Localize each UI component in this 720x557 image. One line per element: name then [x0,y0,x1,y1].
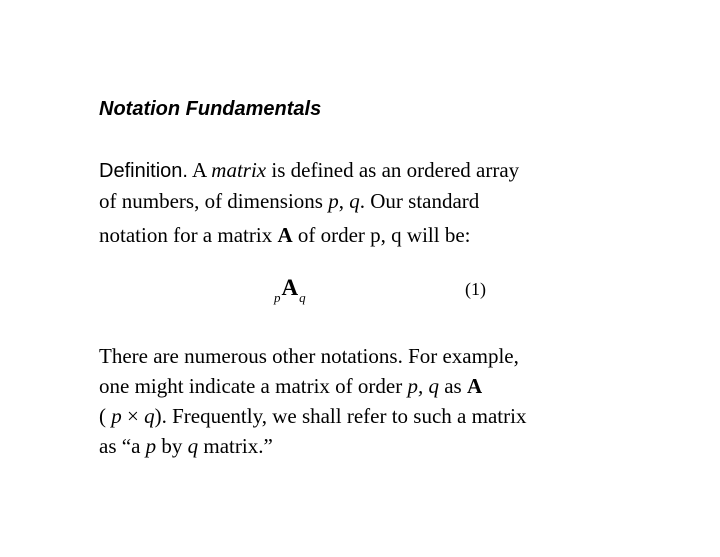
notations-line-2 [99,371,526,401]
equation-number: (1) [465,279,486,299]
notation-equation [274,274,306,305]
equation-column-subscript: q [299,290,306,305]
symbol-matrix-a: A [277,223,293,247]
definition-text: of numbers, of dimensions [99,189,329,213]
slide-title: Notation Fundamentals [99,98,322,120]
definition-text: is defined as an ordered array [266,158,520,182]
notations-line-1: There are numerous other notations. For example, [99,344,519,368]
definition-text: A [187,158,212,182]
term-matrix: matrix [211,158,267,182]
symbol-q: q [144,404,155,428]
notations-text: ( [99,404,112,428]
symbol-p: p [328,189,339,213]
definition-text: . Our standard [359,189,480,213]
equation-matrix-symbol: A [281,275,299,300]
equation-row-subscript: p [274,290,281,305]
symbol-matrix-a: A [466,374,483,398]
definition-text: notation for a matrix [99,223,278,247]
notations-line-3 [99,401,526,431]
definition-line-2 [99,186,519,216]
notations-text: one might indicate a matrix of order [99,374,408,398]
definition-line-1 [99,155,519,186]
notations-line-4 [99,431,526,461]
symbol-p: p [145,434,157,458]
definition-line-3 [99,220,519,250]
symbol-q: q [187,434,199,458]
definition-lead: Definition. [99,160,188,182]
notations-text: as [438,374,467,398]
symbol-pq: p, q [407,374,439,398]
notations-text: matrix.” [198,434,273,458]
definition-paragraph [99,155,519,250]
symbol-p: p [111,404,122,428]
notations-text: by [156,434,188,458]
definition-text: , [338,189,350,213]
symbol-q: q [349,189,360,213]
definition-text: of order p, q will be: [292,223,471,247]
notations-text: ). Frequently, we shall refer to such a matrix [154,404,527,428]
times-symbol: × [121,404,145,428]
notations-text: as “a [99,434,146,458]
notations-paragraph [99,341,526,461]
